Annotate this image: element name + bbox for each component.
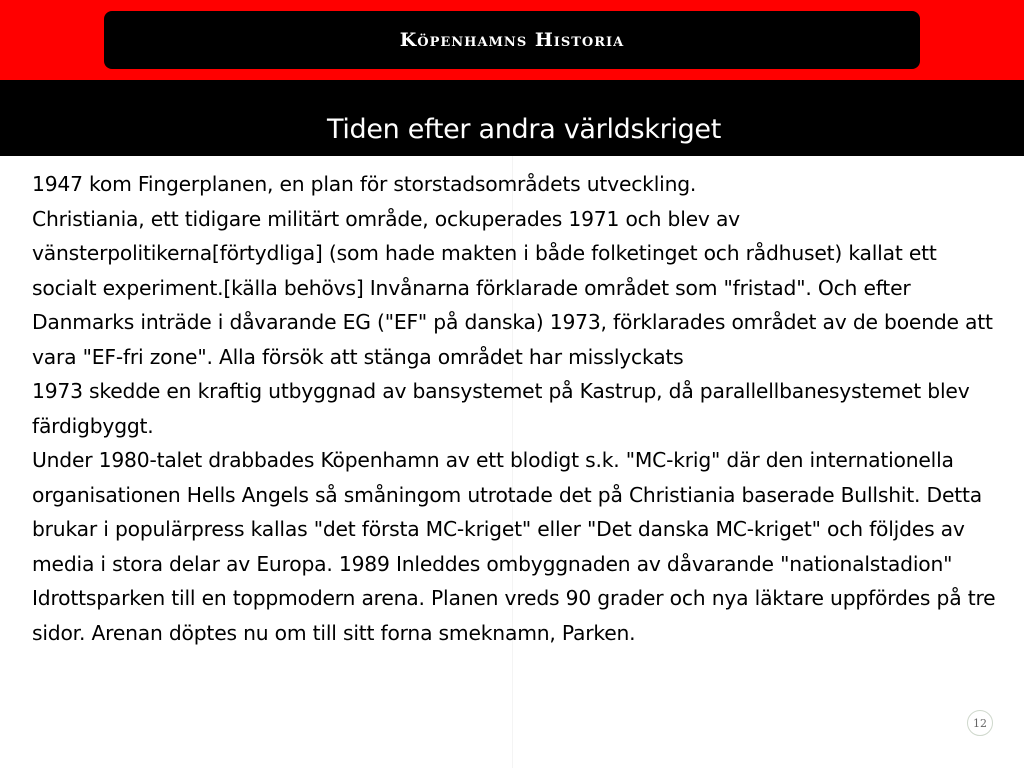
page-number-badge: 12	[967, 710, 993, 736]
header-bar	[104, 11, 920, 69]
presentation-title: Köpenhamns Historia	[399, 29, 625, 51]
paragraph-kastrup: 1973 skedde en kraftig utbyggnad av bansystemet på Kastrup, då parallellbanesystemet blev färdigbyggt.	[32, 379, 970, 438]
slide-body	[32, 167, 1007, 650]
paragraph-mc-krig: Under 1980-talet drabbades Köpenhamn av ett blodigt s.k. "MC-krig" där den internationella organisationen Hells Angels så småningom utrotade det på Christiania baserade Bullshit. Detta brukar i populärpress kallas "det första MC-kriget" eller "Det danska MC-kriget" och följdes av media i stora delar av Europa. 1989 Inleddes ombyggnaden av dåvarande "nationalstadion" Idrottsparken till en toppmodern arena. Planen vreds 90 grader och nya läktare uppfördes på tre sidor. Arenan döptes nu om till sitt forna smeknamn, Parken.	[32, 448, 996, 645]
slide-subtitle: Tiden efter andra världskriget	[326, 114, 722, 145]
paragraph-christiania: Christiania, ett tidigare militärt område, ockuperades 1971 och blev av vänsterpolitikerna[förtydliga] (som hade makten i både folketinget och rådhuset) kallat ett socialt experiment.[källa behövs] Invånarna förklarade området som "fristad". Och efter Danmarks inträde i dåvarande EG ("EF" på danska) 1973, förklarades området av de boende att vara "EF-fri zone". Alla försök att stänga området har misslyckats	[32, 206, 993, 369]
paragraph-fingerplanen: 1947 kom Fingerplanen, en plan för storstadsområdets utveckling.	[32, 172, 697, 196]
